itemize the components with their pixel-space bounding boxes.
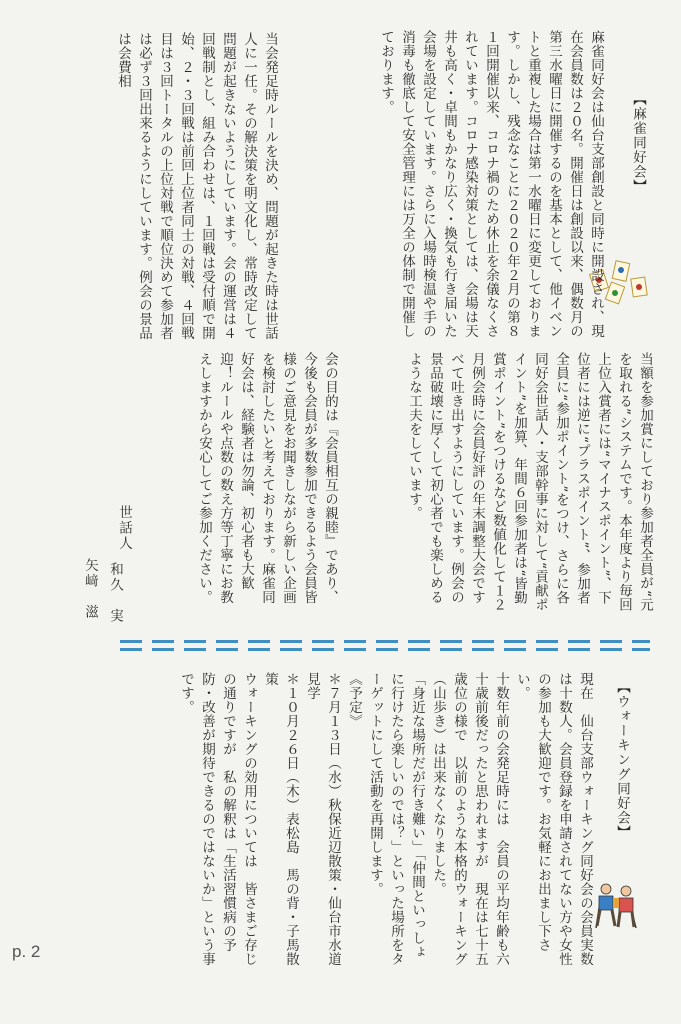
mahjong-text-closing: 会の目的は『会員相互の親睦』であり、今後も会員が多数参加できるよう会員皆様のご意見をお聞きしながら新しい企画を検討したいと考えております。麻雀同好会は、経験者は勿論、初心者も大歓迎！ルールや点数の数え方等丁寧にお教えしますから安心してご参加ください。 (196, 352, 338, 604)
section-divider (120, 640, 650, 652)
walking-heading: 【ウォーキング同好会】 (614, 680, 630, 840)
mahjong-text-left: 当会発足時ルールを決め、問題が起きた時は世話人に一任。その解決策を明文化し、常時改定して問題が起きないようにしています。会の運営は４回戦制とし、組み合わせは、１回戦は受付順で開始、２・３回戦は前回上位者同士の対戦、４回戦目は３回トータルの上位対戦で順位決めて参加者は必ず３回出来るようにしています。例会の景品は会費相 (115, 32, 278, 340)
mahjong-text-right: 麻雀同好会は仙台支部創設と同時に開設され、現在会員数は２０名。開催日は創設以来、偶数月の第三水曜日に開催するのを基本として、他イベントと重複した場合は第一水曜日に変更しております。しかし、残念なことに２０２０年２月の第８１回開催以来、コロナ禍のため休止を余儀なくされています。コロナ感染対策としては、会場は天井も高く・卓間もかなり広く・換気も行き届いた会場を設定しています。さらに入場時検温や手の消毒も徹底して安全管理には万全の体制で開催しております。 (378, 30, 604, 338)
signatory-name-1: 和久 実 (107, 562, 123, 624)
page-number: p. 2 (12, 942, 41, 961)
mahjong-heading: 【麻雀同好会】 (630, 92, 646, 194)
hikers-illustration (586, 880, 650, 932)
signatory-name-2: 矢﨑 滋 (82, 558, 98, 620)
walking-text: 現在 仙台支部ウォーキング同好会の会員実数は十数人。会員登録を申請されてない方や女性の参加も大歓迎です。お気軽にお出まし下さい。 十数年前の会発足時には 会員の平均年齢も六十歳前後だったと思われますが 現在は七十五歳位の様で 以前のような本格的ウォーキング（山歩き）は出来なくなりました。 「身近な場所だが行き難い」「仲間といっしょに行けたら楽しいのでは？」といった場所をターゲットにして活動を再開します。 《予定》 ＊７月１３日（水）秋保近辺散策・仙台市水道見学 ＊１０月２６日（木）表松島 馬の背・子馬散策 ウォーキングの効用については 皆さまご存じの通りですが 私の解釈は「生活習慣病の予防・改善が期待できるのではないか」という事です。 (178, 672, 593, 966)
signatory-title: 世話人 (116, 505, 132, 552)
mahjong-text-continued: 当額を参加賞にしており参加者全員が“元を取れる”システムです。本年度より毎回上位入賞者には“マイナスポイント”、下位者には逆に“プラスポイント”、参加者全員に“参加ポイント”をつけ、さらに各同好会世話人・支部幹事に対して“貢献ポイント”を加算、年間６回参加者は“皆勤賞ポイント”をつけるなど数値化して１２月例会時に会員好評の年末調整大会ですべて吐き出すようにしています。例会の景品破壊に厚くして初心者でも楽しめるような工夫をしています。 (406, 352, 653, 612)
